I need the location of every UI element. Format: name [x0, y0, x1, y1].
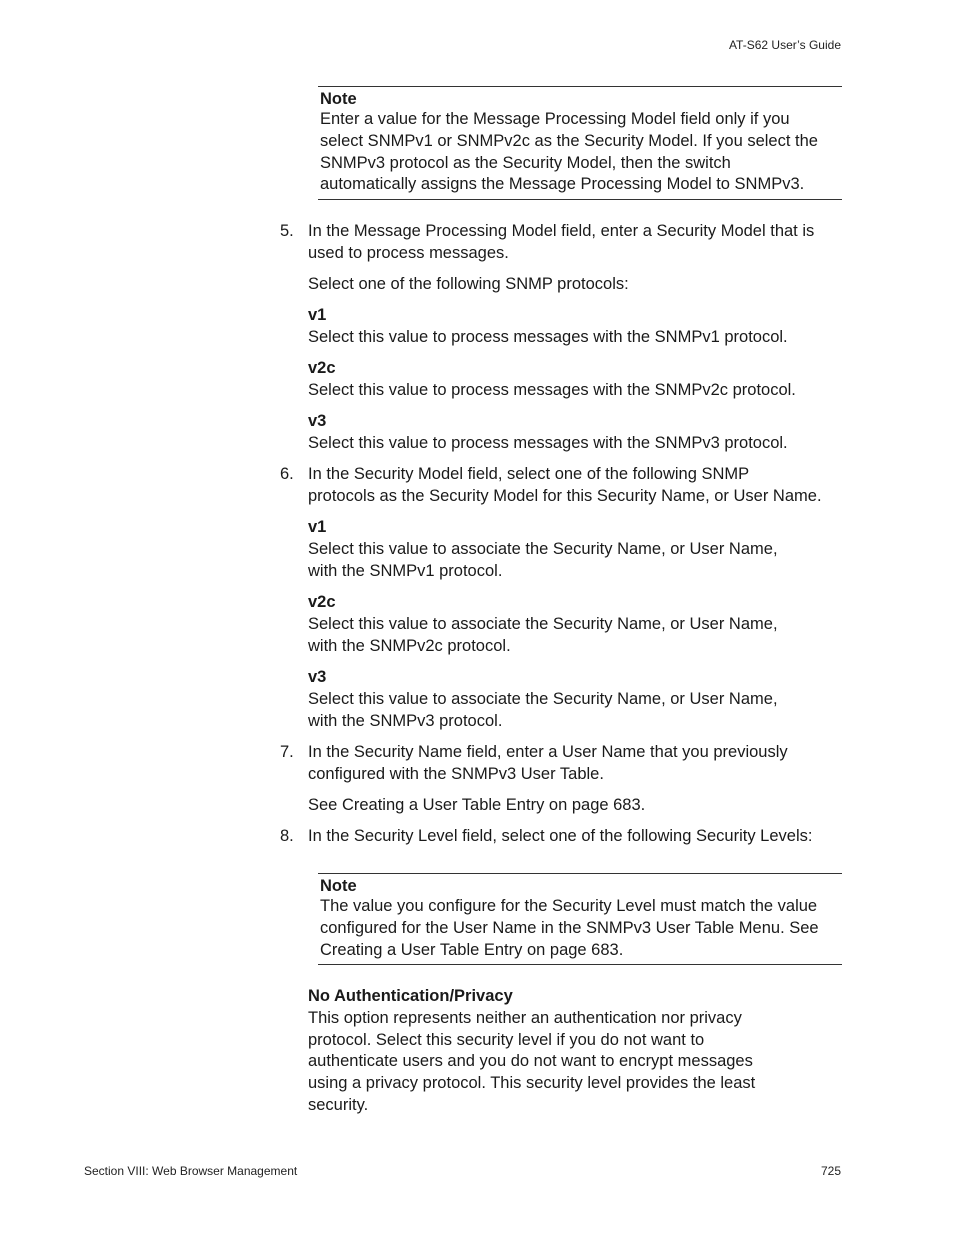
step-text: In the Message Processing Model field, enter a Security Model that is	[308, 222, 815, 240]
option-desc: with the SNMPv1 protocol.	[308, 561, 503, 580]
note-line: select SNMPv1 or SNMPv2c as the Security Model. If you select the	[320, 131, 818, 150]
option-desc: Select this value to process messages with the SNMPv2c protocol.	[308, 380, 796, 399]
step-number: 5.	[280, 222, 294, 240]
step-text: configured with the SNMPv3 User Table.	[308, 764, 604, 783]
step-text: In the Security Name field, enter a User Name that you previously	[308, 743, 788, 761]
note-title: Note	[320, 90, 357, 108]
option-desc: Select this value to associate the Security Name, or User Name,	[308, 689, 778, 708]
option-desc: with the SNMPv3 protocol.	[308, 711, 503, 730]
option-desc: Select this value to associate the Security Name, or User Name,	[308, 539, 778, 558]
footer-section: Section VIII: Web Browser Management	[84, 1164, 298, 1178]
step-text: In the Security Level field, select one of the following Security Levels:	[308, 827, 813, 845]
option-term: v2c	[308, 593, 336, 611]
option-term: v1	[308, 306, 327, 324]
option-v1	[308, 517, 848, 582]
step-number: 7.	[280, 743, 294, 761]
note-line: Creating a User Table Entry on page 683.	[320, 940, 624, 959]
option-term: v1	[308, 518, 327, 536]
option-desc: Select this value to process messages with the SNMPv3 protocol.	[308, 433, 788, 452]
option-term: v3	[308, 412, 327, 430]
page-number: 725	[820, 1164, 841, 1178]
running-header: AT-S62 User’s Guide	[728, 38, 841, 52]
note-line: automatically assigns the Message Processing Model to SNMPv3.	[320, 175, 805, 194]
level-term: No Authentication/Privacy	[308, 987, 513, 1005]
note-line: configured for the User Name in the SNMPv3 User Table Menu. See	[320, 918, 819, 937]
step-intro: Select one of the following SNMP protocols:	[308, 275, 629, 293]
note-title: Note	[320, 877, 357, 895]
level-desc: authenticate users and you do not want to encrypt messages	[308, 1052, 753, 1071]
step-6	[280, 464, 850, 508]
security-level-no-auth	[308, 986, 848, 1117]
note-line: SNMPv3 protocol as the Security Model, then the switch	[320, 153, 731, 172]
step-7	[280, 742, 850, 786]
option-term: v3	[308, 668, 327, 686]
step-text: used to process messages.	[308, 243, 509, 262]
option-term: v2c	[308, 359, 336, 377]
note-line: Enter a value for the Message Processing Model field only if you	[320, 110, 790, 128]
option-v1	[308, 305, 848, 349]
cross-reference: See Creating a User Table Entry on page 683.	[308, 796, 646, 814]
option-desc: with the SNMPv2c protocol.	[308, 636, 511, 655]
step-5	[280, 221, 850, 265]
note-box	[318, 873, 842, 965]
level-desc: security.	[308, 1095, 369, 1114]
option-desc: Select this value to process messages with the SNMPv1 protocol.	[308, 327, 788, 346]
note-line: The value you configure for the Security Level must match the value	[320, 897, 818, 915]
option-v3	[308, 411, 848, 455]
option-desc: Select this value to associate the Security Name, or User Name,	[308, 614, 778, 633]
step-number: 6.	[280, 465, 294, 483]
note-box	[318, 86, 842, 200]
option-v2c	[308, 592, 848, 657]
step-8	[280, 826, 850, 848]
level-desc: using a privacy protocol. This security level provides the least	[308, 1074, 756, 1093]
level-desc: protocol. Select this security level if you do not want to	[308, 1030, 705, 1049]
option-v2c	[308, 358, 848, 402]
step-number: 8.	[280, 827, 294, 845]
level-desc: This option represents neither an authentication nor privacy	[308, 1008, 742, 1027]
step-text: protocols as the Security Model for this Security Name, or User Name.	[308, 486, 822, 505]
option-v3	[308, 667, 848, 732]
step-text: In the Security Model field, select one of the following SNMP	[308, 465, 750, 483]
